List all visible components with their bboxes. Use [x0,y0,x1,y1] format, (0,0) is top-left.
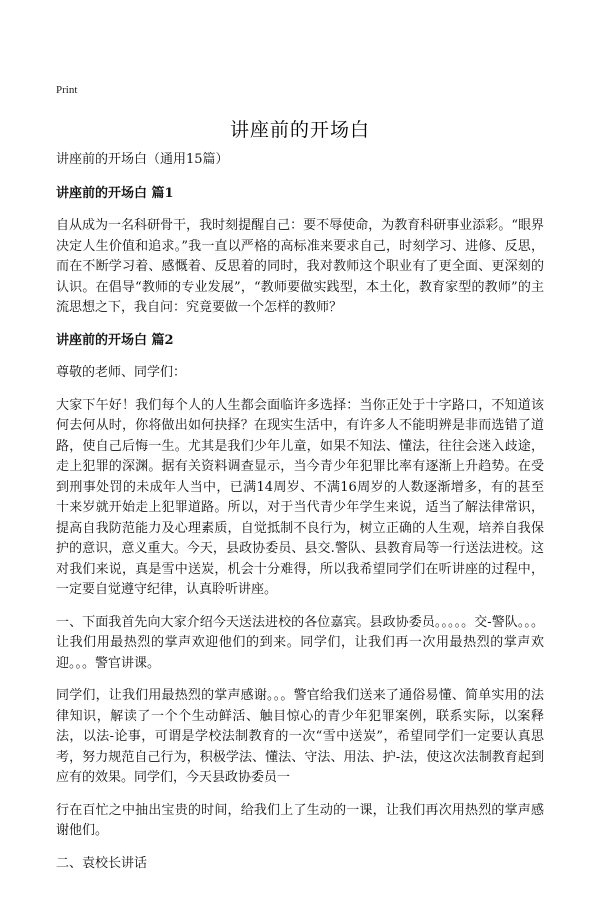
section-1-heading: 讲座前的开场白 篇1 [56,185,174,201]
document-body [56,150,544,886]
section-2-heading: 讲座前的开场白 篇2 [56,332,174,348]
section-2-paragraph-4: 行在百忙之中抽出宝贵的时间，给我们上了生动的一课，让我们再次用热烈的掌声感谢他们。 [56,802,544,838]
document-subtitle: 讲座前的开场白（通用15篇） [56,152,229,167]
print-label[interactable]: Print [56,84,78,96]
section-1-paragraph: 自从成为一名科研骨干，我时刻提醒自己：要不辱使命，为教育科研事业添彩。“眼界决定人生价值和追求。”我一直以严格的高标准来要求自己，时刻学习、进修、反思，而在不断学习着、感慨着、反思着的同时，我对教师这个职业有了更全面、更深刻的认识。在倡导“教师的专业发展”，“教师要做实践型，本土化，教育家型的教师”的主流思想之下，我自问：究竟要做一个怎样的教师？ [56,218,544,315]
section-2-paragraph-2: 一、下面我首先向大家介绍今天送法进校的各位嘉宾。县政协委员。。。。。交-警队。。。让我们用最热烈的掌声欢迎他们的到来。同学们，让我们再一次用最热烈的掌声欢迎。。。警官讲课。 [56,614,544,671]
section-2-paragraph-5: 二、袁校长讲话 [56,855,148,871]
page-title: 讲座前的开场白 [229,119,370,141]
section-2-greeting: 尊敬的老师、同学们： [56,365,187,380]
section-2-paragraph-3: 同学们，让我们用最热烈的掌声感谢。。。警官给我们送来了通俗易懂、简单实用的法律知识，解读了一个个生动鲜活、触目惊心的青少年犯罪案例，联系实际，以案释法，以法-论事，可谓是学校法制教育的一次“雪中送炭”，希望同学们一定要认真思考，努力规范自己行为，积极学法、懂法、守法、用法、护-法，使这次法制教育起到应有的效果。同学们，今天县政协委员一 [56,688,544,785]
section-2-paragraph-1: 大家下午好！我们每个人的人生都会面临许多选择：当你正处于十字路口，不知道该何去何从时，你将做出如何抉择？在现实生活中，有许多人不能明辨是非而选错了道路，使自己后悔一生。尤其是我们少年儿童，如果不知法、懂法，往往会迷入歧途，走上犯罪的深渊。据有关资料调查显示，当今青少年犯罪比率有逐渐上升趋势。在受到刑事处罚的未成年人当中，已满14周岁、不满16周岁的人数逐渐增多，有的甚至十来岁就开始走上犯罪道路。所以，对于当代青少年学生来说，适当了解法律常识，提高自我防范能力及心理素质，自觉抵制不良行为，树立正确的人生观，培养自我保护的意识，意义重大。今天，县政协委员、县交.警队、县教育局等一行送法进校。这对我们来说，真是雪中送炭，机会十分难得，所以我希望同学们在听讲座的过程中，一定要自觉遵守纪律，认真聆听讲座。 [56,397,544,597]
